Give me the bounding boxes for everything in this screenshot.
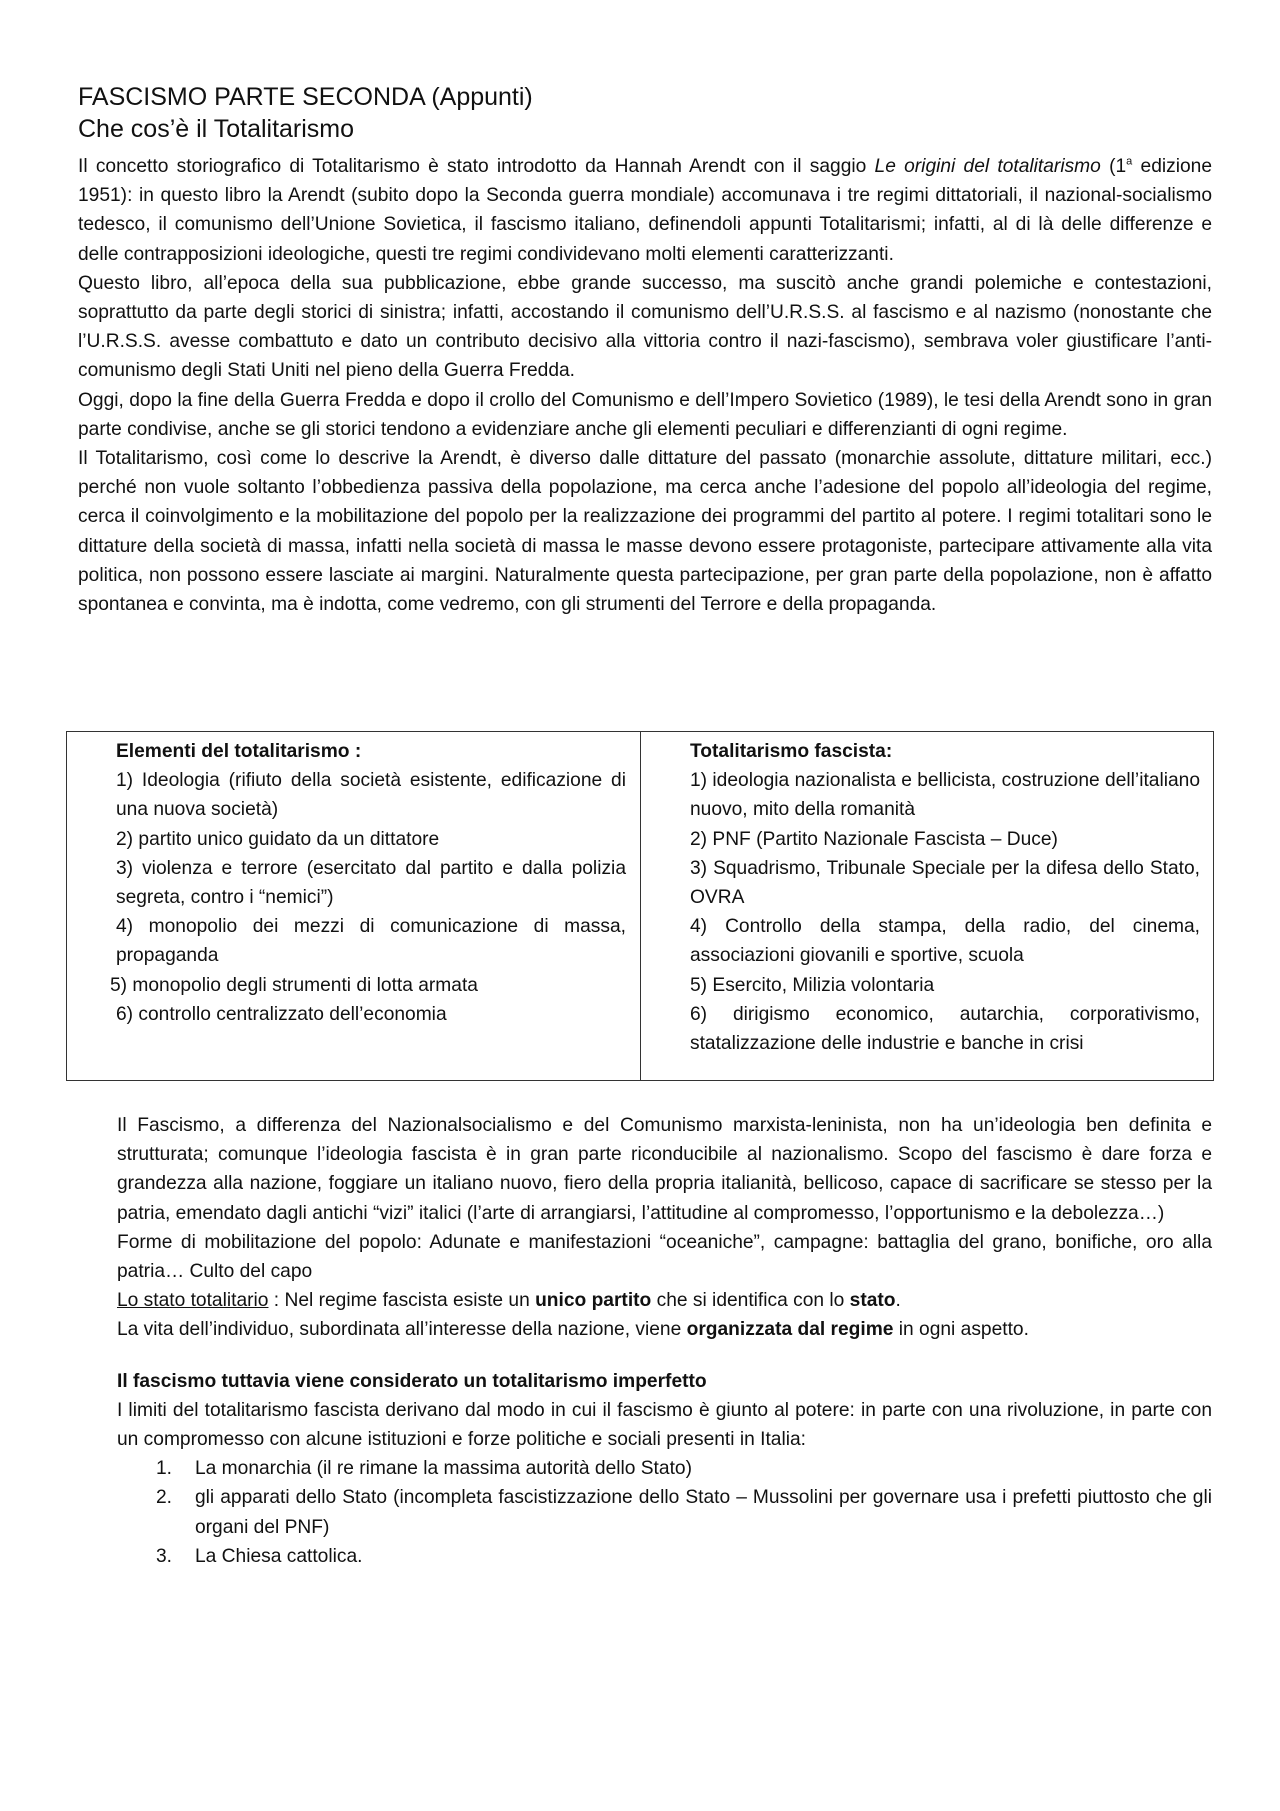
intro-paragraph-2: Questo libro, all’epoca della sua pubblicazione, ebbe grande successo, ma suscitò anche grandi polemiche e contestazioni, soprattutto da parte degli storici di sinistra; infatti, accostando il comunismo dell’U.R.S.S. al fascismo e al nazismo (nonostante che l’U.R.S.S. avesse combattuto e dato un contributo decisivo alla vittoria contro il nazi-fascismo), sembrava voler giustificare l’anti-comunismo degli Stati Uniti nel pieno della Guerra Fredda. (78, 272, 1212, 382)
intro-p1-edition: (1 (1109, 156, 1127, 177)
second-text (117, 1111, 1212, 1571)
list-number: 2. (156, 1487, 173, 1509)
text-run: che si identifica con lo (651, 1290, 850, 1312)
table-heading-right: Totalitarismo fascista: (690, 741, 893, 762)
table-divider (640, 732, 641, 1080)
bold-term: unico partito (535, 1290, 652, 1312)
list-item: 6) controllo centralizzato dell’economia (116, 1003, 447, 1025)
table-column-left (110, 737, 626, 1029)
list-item: 1) Ideologia (rifiuto della società esistente, edificazione di una nuova società) (116, 770, 626, 821)
list-text: La Chiesa cattolica. (195, 1545, 363, 1567)
section-title: Che cos’è il Totalitarismo (78, 115, 355, 143)
list-item: 1) ideologia nazionalista e bellicista, costruzione dell’italiano nuovo, mito della romanità (690, 770, 1200, 821)
list-item: 3) Squadrismo, Tribunale Speciale per la difesa dello Stato, OVRA (690, 857, 1200, 909)
intro-paragraph-3: Oggi, dopo la fine della Guerra Fredda e dopo il crollo del Comunismo e dell’Impero Sovietico (1989), le tesi della Arendt sono in gran parte condivise, anche se gli storici tendono a evidenziare anche gli elementi peculiari e differenzianti di ogni regime. (78, 389, 1212, 440)
text-run: : Nel regime fascista esiste un (268, 1290, 536, 1312)
intro-p1-rest: edizione 1951): in questo libro la Arendt (subito dopo la Seconda guerra mondiale) accomunava i tre regimi dittatoriali, il nazional-socialismo tedesco, il comunismo dell’Unione Sovietica, il fascismo italiano, definendoli appunti Totalitarismi; infatti, al di là delle differenze e delle contrapposizioni ideologiche, questi tre regimi condividevano molti elementi caratterizzanti. (78, 156, 1212, 265)
mobilization-paragraph: Forme di mobilitazione del popolo: Adunate e manifestazioni “oceaniche”, campagne: battaglia del grano, bonifiche, oro alla patria… Culto del capo (117, 1231, 1212, 1283)
list-number: 3. (156, 1545, 173, 1567)
spacer (117, 1345, 1212, 1367)
underlined-term: Lo stato totalitario (117, 1290, 269, 1312)
fascism-ideology-paragraph: Il Fascismo, a differenza del Nazionalsocialismo e del Comunismo marxista-leninista, non ha un’ideologia ben definita e strutturata; comunque l’ideologia fascista è in gran parte riconducibile al nazionalismo. Scopo del fascismo è dare forza e grandezza alla nazione, foggiare un italiano nuovo, fiero della propria italianità, bellicoso, capace di sacrificare se stesso per la patria, emendato dagli antichi “vizi” italici (l’arte di arrangiarsi, l’attitudine al compromesso, l’opportunismo e la debolezza…) (117, 1115, 1212, 1224)
individual-life-paragraph (117, 1315, 1212, 1344)
intro-paragraph-4: Il Totalitarismo, così come lo descrive la Arendt, è diverso dalle dittature del passato (monarchie assolute, dittature militari, ecc.) perché non vuole soltanto l’obbedienza passiva della popolazione, ma cerca anche l’adesione del popolo all’ideologia del regime, cerca il coinvolgimento e la mobilitazione del popolo per la realizzazione dei programmi del partito al potere. I regimi totalitari sono le dittature della società di massa, infatti nella società di massa le masse devono essere protagoniste, partecipare attivamente alla vita politica, non possono essere lasciate ai margini. Naturalmente questa partecipazione, per gran parte della popolazione, non è affatto spontanea e convinta, ma è indotta, come vedremo, con gli strumenti del Terrore e della propaganda. (78, 448, 1212, 616)
intro-paragraph-1 (78, 152, 1212, 269)
edition-superscript: a (1126, 155, 1133, 168)
book-title: Le origini del totalitarismo (874, 156, 1101, 177)
list-text: gli apparati dello Stato (incompleta fascistizzazione dello Stato – Mussolini per governare usa i prefetti piuttosto che gli organi del PNF) (195, 1487, 1212, 1538)
text-run: La vita dell’individuo, subordinata all’interesse della nazione, viene (117, 1319, 687, 1341)
table-heading-left: Elementi del totalitarismo : (116, 741, 362, 762)
list-item: 4) monopolio dei mezzi di comunicazione di massa, propaganda (116, 916, 626, 967)
page-title: FASCISMO PARTE SECONDA (Appunti) (78, 83, 533, 111)
intro-text (78, 152, 1212, 619)
limits-paragraph: I limiti del totalitarismo fascista derivano dal modo in cui il fascismo è giunto al potere: in parte con una rivoluzione, in parte con un compromesso con alcune istituzioni e forze politiche e sociali presenti in Italia: (117, 1399, 1212, 1451)
list-item (117, 1454, 1212, 1483)
list-item: 6) dirigismo economico, autarchia, corporativismo, statalizzazione delle industrie e banche in crisi (690, 1003, 1200, 1055)
totalitarian-state-paragraph (117, 1286, 1212, 1315)
list-item: 2) partito unico guidato da un dittatore (116, 828, 440, 850)
text-run: in ogni aspetto. (893, 1319, 1029, 1341)
list-number: 1. (156, 1458, 173, 1480)
list-text: La monarchia (il re rimane la massima autorità dello Stato) (195, 1458, 692, 1480)
limits-list (117, 1454, 1212, 1571)
list-item (117, 1542, 1212, 1571)
imperfect-totalitarianism-heading: Il fascismo tuttavia viene considerato un totalitarismo imperfetto (117, 1370, 707, 1392)
intro-p1-text: Il concetto storiografico di Totalitarismo è stato introdotto da Hannah Arendt con il saggio (78, 156, 875, 177)
bold-term: stato (849, 1290, 896, 1312)
text-run: . (895, 1290, 901, 1312)
list-item: 5) monopolio degli strumenti di lotta armata (110, 974, 478, 996)
list-item: 4) Controllo della stampa, della radio, del cinema, associazioni giovanili e sportive, scuola (690, 916, 1200, 967)
list-item (117, 1483, 1212, 1541)
list-item: 3) violenza e terrore (esercitato dal partito e dalla polizia segreta, contro i “nemici”) (116, 857, 626, 909)
comparison-table (66, 731, 1214, 1081)
table-column-right (690, 737, 1200, 1058)
bold-term: organizzata dal regime (686, 1319, 894, 1341)
list-item: 2) PNF (Partito Nazionale Fascista – Duce) (690, 828, 1058, 850)
list-item: 5) Esercito, Milizia volontaria (690, 974, 935, 996)
